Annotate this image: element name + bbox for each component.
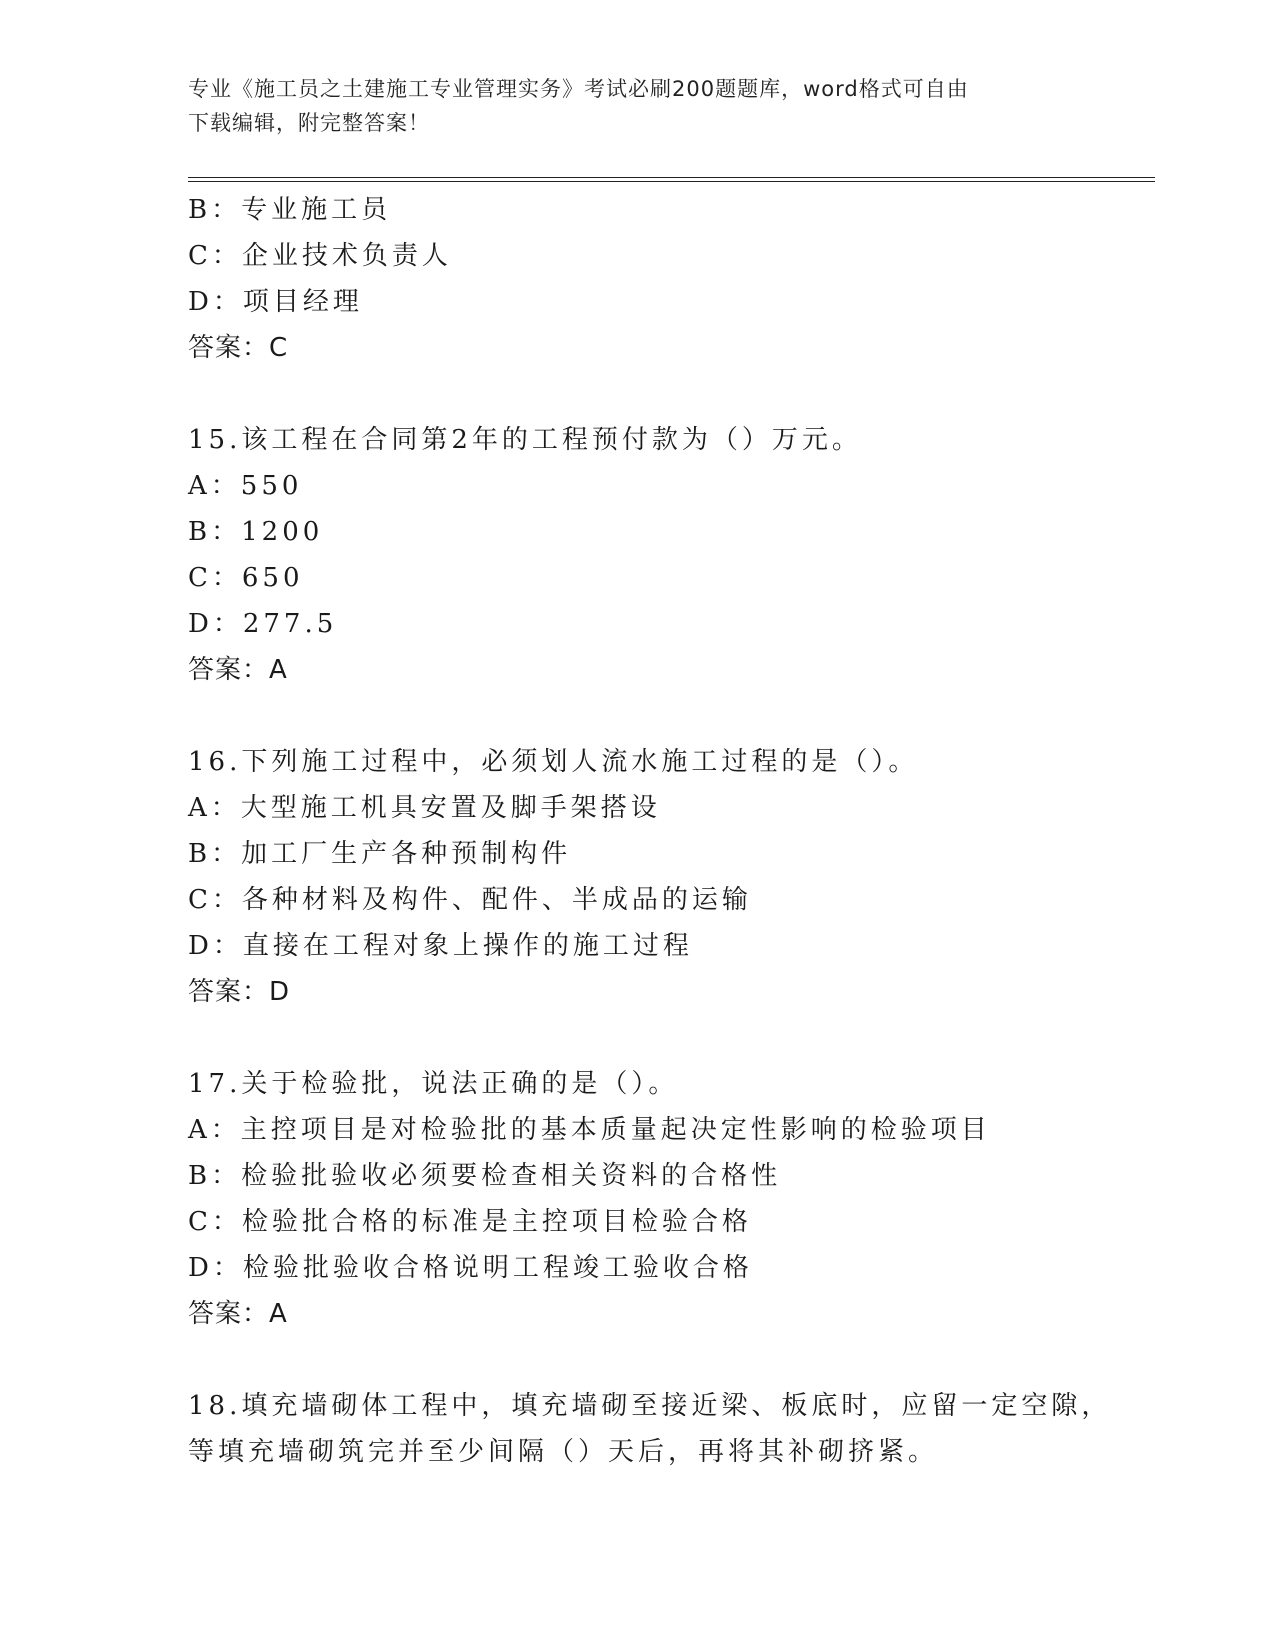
answer-line: 答案：D — [188, 977, 291, 1007]
option-d: D：277.5 — [188, 609, 338, 639]
document-header — [188, 72, 1068, 140]
header-line-2: 下载编辑，附完整答案！ — [188, 111, 430, 135]
answer-line: 答案：A — [188, 1299, 288, 1329]
question-15 — [188, 417, 1148, 693]
spacer — [188, 693, 1148, 739]
option-b: B：加工厂生产各种预制构件 — [188, 839, 572, 869]
option-a: A：主控项目是对检验批的基本质量起决定性影响的检验项目 — [188, 1115, 991, 1145]
option-d: D：直接在工程对象上操作的施工过程 — [188, 931, 693, 961]
answer-line: 答案：A — [188, 655, 288, 685]
spacer — [188, 371, 1148, 417]
question-stem-line-1: 18.填充墙砌体工程中，填充墙砌至接近梁、板底时，应留一定空隙， — [188, 1391, 1112, 1421]
option-c: C：企业技术负责人 — [188, 241, 452, 271]
question-14-fragment — [188, 187, 1148, 371]
option-c: C：650 — [188, 563, 304, 593]
answer-line: 答案：C — [188, 333, 289, 363]
option-c: C：各种材料及构件、配件、半成品的运输 — [188, 885, 752, 915]
option-b: B：检验批验收必须要检查相关资料的合格性 — [188, 1161, 782, 1191]
option-a: A：550 — [188, 471, 303, 501]
question-17 — [188, 1061, 1148, 1337]
question-list — [188, 187, 1148, 1475]
option-b: B：1200 — [188, 517, 324, 547]
spacer — [188, 1337, 1148, 1383]
option-d: D：检验批验收合格说明工程竣工验收合格 — [188, 1253, 753, 1283]
option-d: D：项目经理 — [188, 287, 363, 317]
question-stem: 17.关于检验批，说法正确的是（）。 — [188, 1069, 679, 1099]
option-c: C：检验批合格的标准是主控项目检验合格 — [188, 1207, 752, 1237]
header-divider — [188, 177, 1155, 182]
option-b: B：专业施工员 — [188, 195, 392, 225]
option-a: A：大型施工机具安置及脚手架搭设 — [188, 793, 661, 823]
spacer — [188, 1015, 1148, 1061]
question-18 — [188, 1383, 1148, 1475]
question-stem: 15.该工程在合同第2年的工程预付款为（）万元。 — [188, 425, 862, 455]
question-stem: 16.下列施工过程中，必须划人流水施工过程的是（）。 — [188, 747, 919, 777]
question-16 — [188, 739, 1148, 1015]
header-line-1: 专业《施工员之土建施工专业管理实务》考试必刷200题题库，word格式可自由 — [188, 77, 969, 101]
question-stem-line-2: 等填充墙砌筑完并至少间隔（）天后，再将其补砌挤紧。 — [188, 1437, 939, 1467]
